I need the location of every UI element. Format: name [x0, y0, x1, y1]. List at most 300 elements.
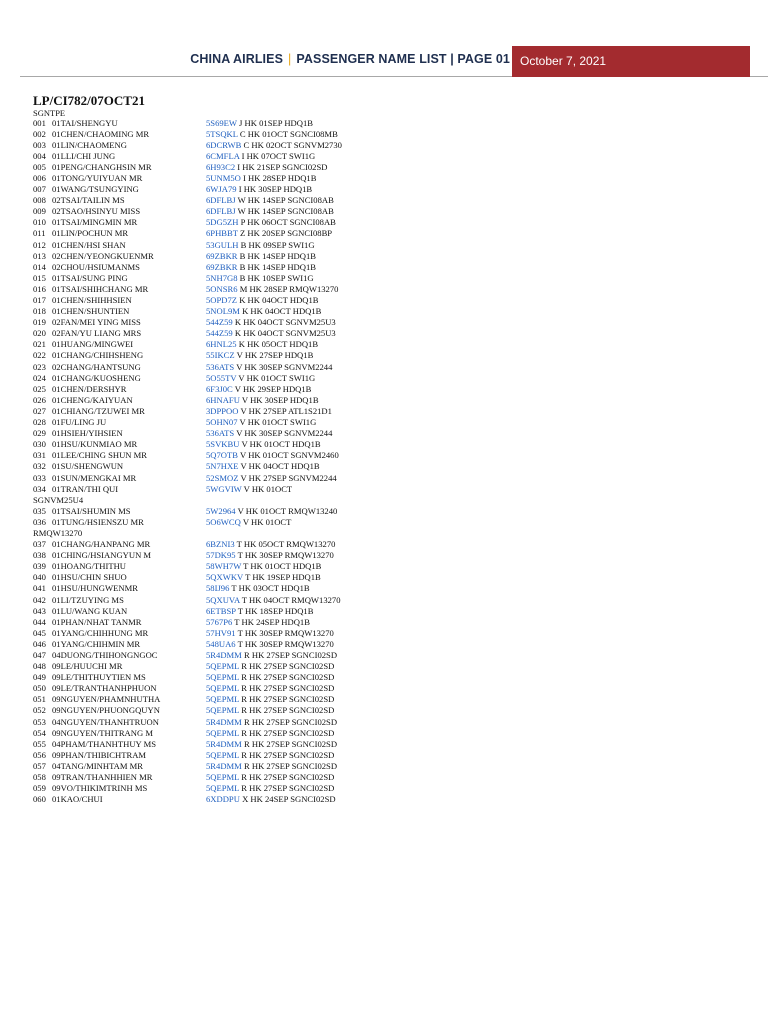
passenger-name: 01TSAI/SHIHCHANG MR [52, 283, 149, 294]
passenger-name: 01LLI/CHI JUNG [52, 150, 116, 161]
booking-details [206, 262, 316, 273]
booking-status: R HK 27SEP SGNCI02SD [243, 738, 338, 749]
page-header [0, 46, 768, 77]
passenger-name: 04PHAM/THANHTHUY MS [52, 738, 157, 749]
pnr-code: 6DFLBJ [206, 195, 236, 206]
booking-status: V HK 01OCT HDQ1B [241, 439, 321, 450]
pnr-code: 5NOL9M [206, 306, 240, 317]
passenger-number: 014 [33, 261, 46, 272]
pnr-code: 5R4DMM [206, 716, 242, 727]
booking-details [206, 362, 332, 373]
passenger-number: 060 [33, 794, 46, 805]
passenger-name: 09LE/TRANTHANHPHUON [52, 683, 157, 694]
passenger-number: 009 [33, 206, 46, 217]
passenger-number: 008 [33, 195, 46, 206]
pnr-code: 5QEPML [206, 683, 240, 694]
passenger-name: 04DUONG/THIHONGNGOC [52, 650, 158, 660]
passenger-number: 052 [33, 705, 46, 716]
booking-status: B HK 14SEP HDQ1B [239, 250, 316, 261]
passenger-name: 01PHAN/NHAT TANMR [52, 616, 142, 627]
passenger-number: 057 [33, 760, 46, 771]
passenger-name: 02FAN/YU LIANG MRS [52, 328, 142, 339]
passenger-number: 048 [33, 661, 46, 672]
pnr-code: 5OHN07 [206, 417, 238, 428]
booking-status: V HK 01OCT SGNVM2460 [240, 450, 339, 461]
booking-status: X HK 24SEP SGNCI02SD [242, 794, 336, 805]
pnr-code: 5ONSR6 [206, 283, 238, 294]
booking-details [206, 650, 337, 661]
booking-details [206, 273, 314, 284]
booking-status: J HK 01SEP HDQ1B [239, 117, 313, 128]
passenger-name: 01SU/SHENGWUN [52, 461, 124, 472]
booking-status: R HK 27SEP SGNCI02SD [241, 694, 335, 705]
pnr-code: 5N7HXE [206, 461, 239, 472]
passenger-name: 09NGUYEN/PHUONGQUYN [52, 705, 160, 716]
passenger-number: 049 [33, 672, 46, 683]
booking-details [206, 417, 316, 428]
route-code: SGNTPE [33, 108, 66, 118]
booking-status: K HK 05OCT HDQ1B [238, 339, 319, 350]
booking-status: R HK 27SEP SGNCI02SD [241, 705, 335, 716]
booking-details [206, 606, 313, 617]
passenger-number: 027 [33, 405, 46, 416]
passenger-name: 01TUNG/HSIENSZU MR [52, 516, 144, 527]
booking-details [206, 428, 332, 439]
passenger-number: 006 [33, 172, 46, 183]
booking-details [206, 617, 310, 628]
booking-status: T HK 30SEP RMQW13270 [237, 638, 334, 649]
booking-details [206, 339, 318, 350]
passenger-number: 037 [33, 539, 46, 550]
pnr-code: 58IJ96 [206, 583, 230, 594]
booking-status: R HK 27SEP SGNCI02SD [241, 727, 335, 738]
booking-details [206, 395, 319, 406]
booking-status: C HK 02OCT SGNVM2730 [243, 139, 342, 150]
booking-details [206, 761, 337, 772]
booking-status: K HK 04OCT HDQ1B [242, 306, 322, 317]
passenger-number: 041 [33, 583, 46, 594]
booking-details [206, 384, 311, 395]
pnr-code: 57HV91 [206, 627, 236, 638]
pnr-code: 5NH7G8 [206, 272, 238, 283]
pnr-code: 5QEPML [206, 694, 240, 705]
booking-status: I HK 30SEP HDQ1B [238, 184, 313, 195]
passenger-number: 016 [33, 283, 46, 294]
passenger-number: 024 [33, 372, 46, 383]
passenger-number: 005 [33, 161, 46, 172]
pnr-code: 5S69EW [206, 117, 237, 128]
passenger-number: 044 [33, 616, 46, 627]
booking-details [206, 783, 334, 794]
pnr-code: 5QEPML [206, 783, 240, 794]
booking-details [206, 705, 334, 716]
pnr-code: 5QXWKV [206, 572, 244, 583]
pnr-code: 5QEPML [206, 672, 240, 683]
passenger-number: 028 [33, 417, 46, 428]
booking-details [206, 195, 334, 206]
booking-status: T HK 30SEP RMQW13270 [237, 550, 334, 561]
booking-status: R HK 27SEP SGNCI02SD [243, 650, 338, 660]
booking-details [206, 317, 336, 328]
booking-details [206, 717, 337, 728]
booking-details-continued: RMQW13270 [33, 527, 83, 538]
booking-details [206, 484, 292, 495]
flight-code: LP/CI782/07OCT21 [33, 93, 145, 108]
pnr-code: 5QEPML [206, 749, 240, 760]
document-title: PASSENGER NAME LIST | PAGE 01 [296, 52, 510, 66]
pnr-code: 55IKCZ [206, 350, 235, 361]
passenger-name: 01CHEN/SHUNTIEN [52, 306, 130, 317]
booking-details [206, 728, 334, 739]
booking-status: V HK 29SEP HDQ1B [234, 383, 312, 394]
passenger-number: 012 [33, 239, 46, 250]
booking-details [206, 739, 337, 750]
passenger-name: 01CHANG/KUOSHENG [52, 372, 141, 383]
booking-status: R HK 27SEP SGNCI02SD [241, 661, 335, 672]
pnr-code: 5QEPML [206, 705, 240, 716]
pnr-code: 5SVKBU [206, 439, 240, 450]
passenger-name: 09VO/THIKIMTRINH MS [52, 783, 148, 794]
passenger-name: 01WANG/TSUNGYING [52, 184, 139, 195]
booking-details [206, 129, 338, 140]
pnr-code: 5W2964 [206, 505, 236, 516]
booking-details [206, 672, 334, 683]
booking-status: T HK 30SEP RMQW13270 [237, 627, 334, 638]
passenger-name: 01LIN/CHAOMENG [52, 139, 127, 150]
passenger-name: 02TSAO/HSINYU MISS [52, 206, 141, 217]
booking-status: V HK 27SEP SGNVM2244 [240, 472, 337, 483]
passenger-number: 045 [33, 627, 46, 638]
date-box [512, 46, 750, 77]
passenger-name: 01CHEN/DERSHYR [52, 383, 127, 394]
passenger-name: 01SUN/MENGKAI MR [52, 472, 137, 483]
booking-details [206, 306, 321, 317]
booking-details [206, 517, 291, 528]
passenger-name: 01HSU/CHIN SHUO [52, 572, 127, 583]
passenger-name: 02TSAI/TAILIN MS [52, 195, 125, 206]
booking-details [206, 561, 321, 572]
booking-status: V HK 30SEP SGNVM2244 [236, 361, 333, 372]
booking-status: P HK 06OCT SGNCI08AB [240, 217, 336, 228]
passenger-name: 01HSIEH/YIHSIEN [52, 428, 123, 439]
booking-status: T HK 04OCT RMQW13270 [241, 594, 341, 605]
booking-status: R HK 27SEP SGNCI02SD [241, 772, 335, 783]
passenger-number: 023 [33, 361, 46, 372]
passenger-number: 043 [33, 605, 46, 616]
passenger-name: 01CHENG/KAIYUAN [52, 394, 133, 405]
booking-details-continued: SGNVM25U4 [33, 494, 84, 505]
booking-status: V HK 01OCT [243, 483, 293, 494]
passenger-number: 013 [33, 250, 46, 261]
pnr-code: 5WGVIW [206, 483, 242, 494]
pnr-code: 69ZBKR [206, 250, 238, 261]
pnr-code: 6ETBSP [206, 605, 236, 616]
booking-details [206, 661, 334, 672]
passenger-number: 056 [33, 749, 46, 760]
booking-details [206, 506, 337, 517]
passenger-number: 042 [33, 594, 46, 605]
booking-details [206, 373, 315, 384]
pnr-code: 53GULH [206, 239, 239, 250]
booking-details [206, 450, 339, 461]
passenger-number: 001 [33, 117, 46, 128]
booking-status: Z HK 20SEP SGNCI08BP [240, 228, 333, 239]
booking-status: W HK 14SEP SGNCI08AB [237, 206, 334, 217]
pnr-code: 6HNL25 [206, 339, 237, 350]
passenger-name: 01HSU/KUNMIAO MR [52, 439, 138, 450]
passenger-number: 002 [33, 128, 46, 139]
pnr-code: 52SMOZ [206, 472, 239, 483]
passenger-number: 054 [33, 727, 46, 738]
booking-status: V HK 30SEP HDQ1B [241, 394, 319, 405]
passenger-number: 033 [33, 472, 46, 483]
passenger-number: 047 [33, 650, 46, 660]
pnr-code: 6CMFLA [206, 150, 240, 161]
booking-details [206, 328, 336, 339]
passenger-name: 01TAI/SHENGYU [52, 117, 118, 128]
pnr-code: 5QEPML [206, 772, 240, 783]
booking-status: T HK 19SEP HDQ1B [245, 572, 321, 583]
pnr-code: 544Z59 [206, 317, 233, 328]
pnr-code: 6PHBBT [206, 228, 238, 239]
booking-details [206, 628, 334, 639]
booking-details [206, 572, 321, 583]
booking-status: V HK 01OCT [242, 516, 292, 527]
booking-status: V HK 01OCT SWI1G [238, 372, 316, 383]
booking-status: B HK 14SEP HDQ1B [239, 261, 316, 272]
pnr-code: 58WH7W [206, 561, 242, 572]
pnr-code: 5TSQKL [206, 128, 238, 139]
document-heading [33, 94, 145, 119]
booking-status: V HK 04OCT HDQ1B [240, 461, 320, 472]
booking-status: R HK 27SEP SGNCI02SD [243, 760, 338, 771]
passenger-name: 01TRAN/THI QUI [52, 483, 119, 494]
passenger-name: 09LE/THITHUYTIEN MS [52, 672, 146, 683]
passenger-name: 09PHAN/THIBICHTRAM [52, 749, 147, 760]
pnr-code: 5QEPML [206, 727, 240, 738]
passenger-number: 031 [33, 450, 46, 461]
passenger-name: 01CHANG/CHIHSHENG [52, 350, 144, 361]
booking-details [206, 794, 336, 805]
booking-details [206, 539, 335, 550]
passenger-name: 01CHEN/HSI SHAN [52, 239, 126, 250]
booking-status: T HK 18SEP HDQ1B [237, 605, 314, 616]
booking-details [206, 240, 315, 251]
passenger-number: 038 [33, 550, 46, 561]
passenger-name: 01CHIANG/TZUWEI MR [52, 405, 145, 416]
passenger-number: 050 [33, 683, 46, 694]
booking-details [206, 439, 321, 450]
booking-status: V HK 27SEP ATL1S21D1 [240, 405, 332, 416]
passenger-name: 01YANG/CHIHHUNG MR [52, 627, 149, 638]
passenger-number: 004 [33, 150, 46, 161]
passenger-number: 011 [33, 228, 46, 239]
passenger-name: 09TRAN/THANHHIEN MR [52, 772, 153, 783]
booking-details [206, 295, 319, 306]
booking-details [206, 550, 334, 561]
pnr-code: 5QXUVA [206, 594, 240, 605]
booking-details [206, 228, 332, 239]
passenger-name: 01TONG/YUIYUAN MR [52, 172, 143, 183]
booking-details [206, 583, 310, 594]
pnr-code: 6XDDPU [206, 794, 240, 805]
passenger-number: 036 [33, 516, 46, 527]
booking-status: B HK 10SEP SWI1G [239, 272, 314, 283]
pnr-code: 6F3J0C [206, 383, 233, 394]
passenger-number: 015 [33, 272, 46, 283]
booking-details [206, 595, 341, 606]
pnr-code: 5R4DMM [206, 738, 242, 749]
pnr-code: 5R4DMM [206, 650, 242, 660]
pnr-code: 5UNM5O [206, 172, 241, 183]
header-title [190, 52, 510, 66]
pnr-code: 5767P6 [206, 616, 233, 627]
airline-name: CHINA AIRLIES [190, 52, 284, 66]
pnr-code: 5R4DMM [206, 760, 242, 771]
passenger-number: 032 [33, 461, 46, 472]
pnr-code: 3DPPOO [206, 405, 239, 416]
passenger-name: 01PENG/CHANGHSIN MR [52, 161, 152, 172]
passenger-name: 02CHANG/HANTSUNG [52, 361, 141, 372]
booking-details [206, 251, 316, 262]
booking-status: R HK 27SEP SGNCI02SD [241, 683, 335, 694]
passenger-name: 04NGUYEN/THANHTRUON [52, 716, 159, 727]
passenger-name: 01HOANG/THITHU [52, 561, 126, 572]
booking-status: K HK 04OCT SGNVM25U3 [234, 317, 336, 328]
pnr-code: 6H93C2 [206, 161, 236, 172]
booking-details [206, 406, 332, 417]
passenger-number: 007 [33, 184, 46, 195]
pnr-code: 6BZNI3 [206, 539, 235, 550]
booking-status: R HK 27SEP SGNCI02SD [243, 716, 338, 727]
passenger-name: 01LI/TZUYING MS [52, 594, 124, 605]
passenger-name: 01CHING/HSIANGYUN M [52, 550, 152, 561]
booking-details [206, 206, 334, 217]
passenger-name: 01TSAI/SUNG PING [52, 272, 128, 283]
pnr-code: 5DG5ZH [206, 217, 239, 228]
booking-details [206, 639, 334, 650]
booking-details [206, 217, 336, 228]
pnr-code: 6DCRWB [206, 139, 242, 150]
passenger-name: 01YANG/CHIHMIN MR [52, 638, 141, 649]
booking-details [206, 151, 315, 162]
passenger-number: 059 [33, 783, 46, 794]
booking-status: V HK 30SEP SGNVM2244 [236, 428, 333, 439]
pnr-code: 5O6WCQ [206, 516, 241, 527]
booking-details [206, 162, 327, 173]
booking-details [206, 184, 312, 195]
booking-status: B HK 09SEP SWI1G [240, 239, 315, 250]
passenger-name: 01LU/WANG KUAN [52, 605, 128, 616]
booking-status: V HK 01OCT SWI1G [239, 417, 317, 428]
booking-details [206, 118, 313, 129]
passenger-number: 020 [33, 328, 46, 339]
booking-details [206, 750, 334, 761]
passenger-name: 01HUANG/MINGWEI [52, 339, 134, 350]
passenger-number: 053 [33, 716, 46, 727]
booking-details [206, 350, 313, 361]
passenger-name: 01TSAI/SHUMIN MS [52, 505, 131, 516]
passenger-name: 02CHEN/YEONGKUENMR [52, 250, 154, 261]
pnr-code: 5QEPML [206, 661, 240, 672]
booking-status: M HK 28SEP RMQW13270 [239, 283, 339, 294]
pnr-code: 5O55TV [206, 372, 237, 383]
passenger-number: 030 [33, 439, 46, 450]
booking-details [206, 461, 320, 472]
header-date: October 7, 2021 [520, 54, 607, 68]
passenger-number: 058 [33, 772, 46, 783]
pnr-code: 5Q7OTB [206, 450, 238, 461]
booking-status: R HK 27SEP SGNCI02SD [241, 783, 335, 794]
passenger-number: 034 [33, 483, 46, 494]
passenger-number: 010 [33, 217, 46, 228]
passenger-name: 02CHOU/HSIUMANMS [52, 261, 140, 272]
passenger-number: 046 [33, 638, 46, 649]
pnr-code: 548UA6 [206, 638, 236, 649]
passenger-number: 029 [33, 428, 46, 439]
passenger-number: 051 [33, 694, 46, 705]
pnr-code: 6WJA79 [206, 184, 237, 195]
booking-status: W HK 14SEP SGNCI08AB [237, 195, 334, 206]
passenger-name: 01CHEN/SHIHHSIEN [52, 295, 132, 305]
booking-status: C HK 01OCT SGNCI08MB [239, 128, 338, 139]
booking-status: R HK 27SEP SGNCI02SD [241, 672, 335, 683]
passenger-number: 022 [33, 350, 46, 361]
passenger-number: 055 [33, 738, 46, 749]
passenger-name: 02FAN/MEI YING MISS [52, 317, 141, 328]
passenger-name: 04TANG/MINHTAM MR [52, 760, 144, 771]
passenger-name: 09LE/HUUCHI MR [52, 661, 123, 672]
booking-details [206, 683, 334, 694]
pnr-code: 69ZBKR [206, 261, 238, 272]
passenger-number: 025 [33, 383, 46, 394]
booking-status: K HK 04OCT SGNVM25U3 [234, 328, 336, 339]
header-separator: | [288, 52, 292, 66]
booking-details [206, 473, 337, 484]
pnr-code: 536ATS [206, 361, 235, 372]
booking-status: I HK 07OCT SWI1G [241, 150, 316, 161]
pnr-code: 6DFLBJ [206, 206, 236, 217]
booking-status: T HK 05OCT RMQW13270 [236, 539, 336, 550]
booking-status: I HK 28SEP HDQ1B [243, 172, 317, 183]
passenger-name: 01TSAI/MINGMIN MR [52, 217, 138, 228]
passenger-name: 09NGUYEN/PHAMNHUTHA [52, 694, 161, 705]
booking-status: T HK 03OCT HDQ1B [231, 583, 310, 594]
passenger-name: 01HSU/HUNGWENMR [52, 583, 138, 594]
passenger-number: 026 [33, 394, 46, 405]
booking-details [206, 694, 334, 705]
pnr-code: 57DK95 [206, 550, 236, 561]
passenger-name: 09NGUYEN/THITRANG M [52, 727, 153, 738]
passenger-name: 01LIN/POCHUN MR [52, 228, 129, 239]
booking-details [206, 140, 342, 151]
passenger-name: 01CHANG/HANPANG MR [52, 539, 151, 550]
booking-status: T HK 24SEP HDQ1B [234, 616, 310, 627]
passenger-number: 021 [33, 339, 46, 350]
booking-details [206, 173, 316, 184]
booking-status: V HK 01OCT RMQW13240 [237, 505, 338, 516]
booking-status: I HK 21SEP SGNCI02SD [237, 161, 328, 172]
booking-status: V HK 27SEP HDQ1B [236, 350, 314, 361]
pnr-code: 536ATS [206, 428, 235, 439]
passenger-number: 018 [33, 306, 46, 317]
booking-status: T HK 01OCT HDQ1B [243, 561, 322, 572]
passenger-name: 01FU/LING JU [52, 417, 107, 428]
passenger-name: 01KAO/CHUI [52, 794, 103, 805]
passenger-name: 01LEE/CHING SHUN MR [52, 450, 148, 461]
passenger-number: 035 [33, 505, 46, 516]
pnr-code: 5OPD7Z [206, 295, 238, 305]
